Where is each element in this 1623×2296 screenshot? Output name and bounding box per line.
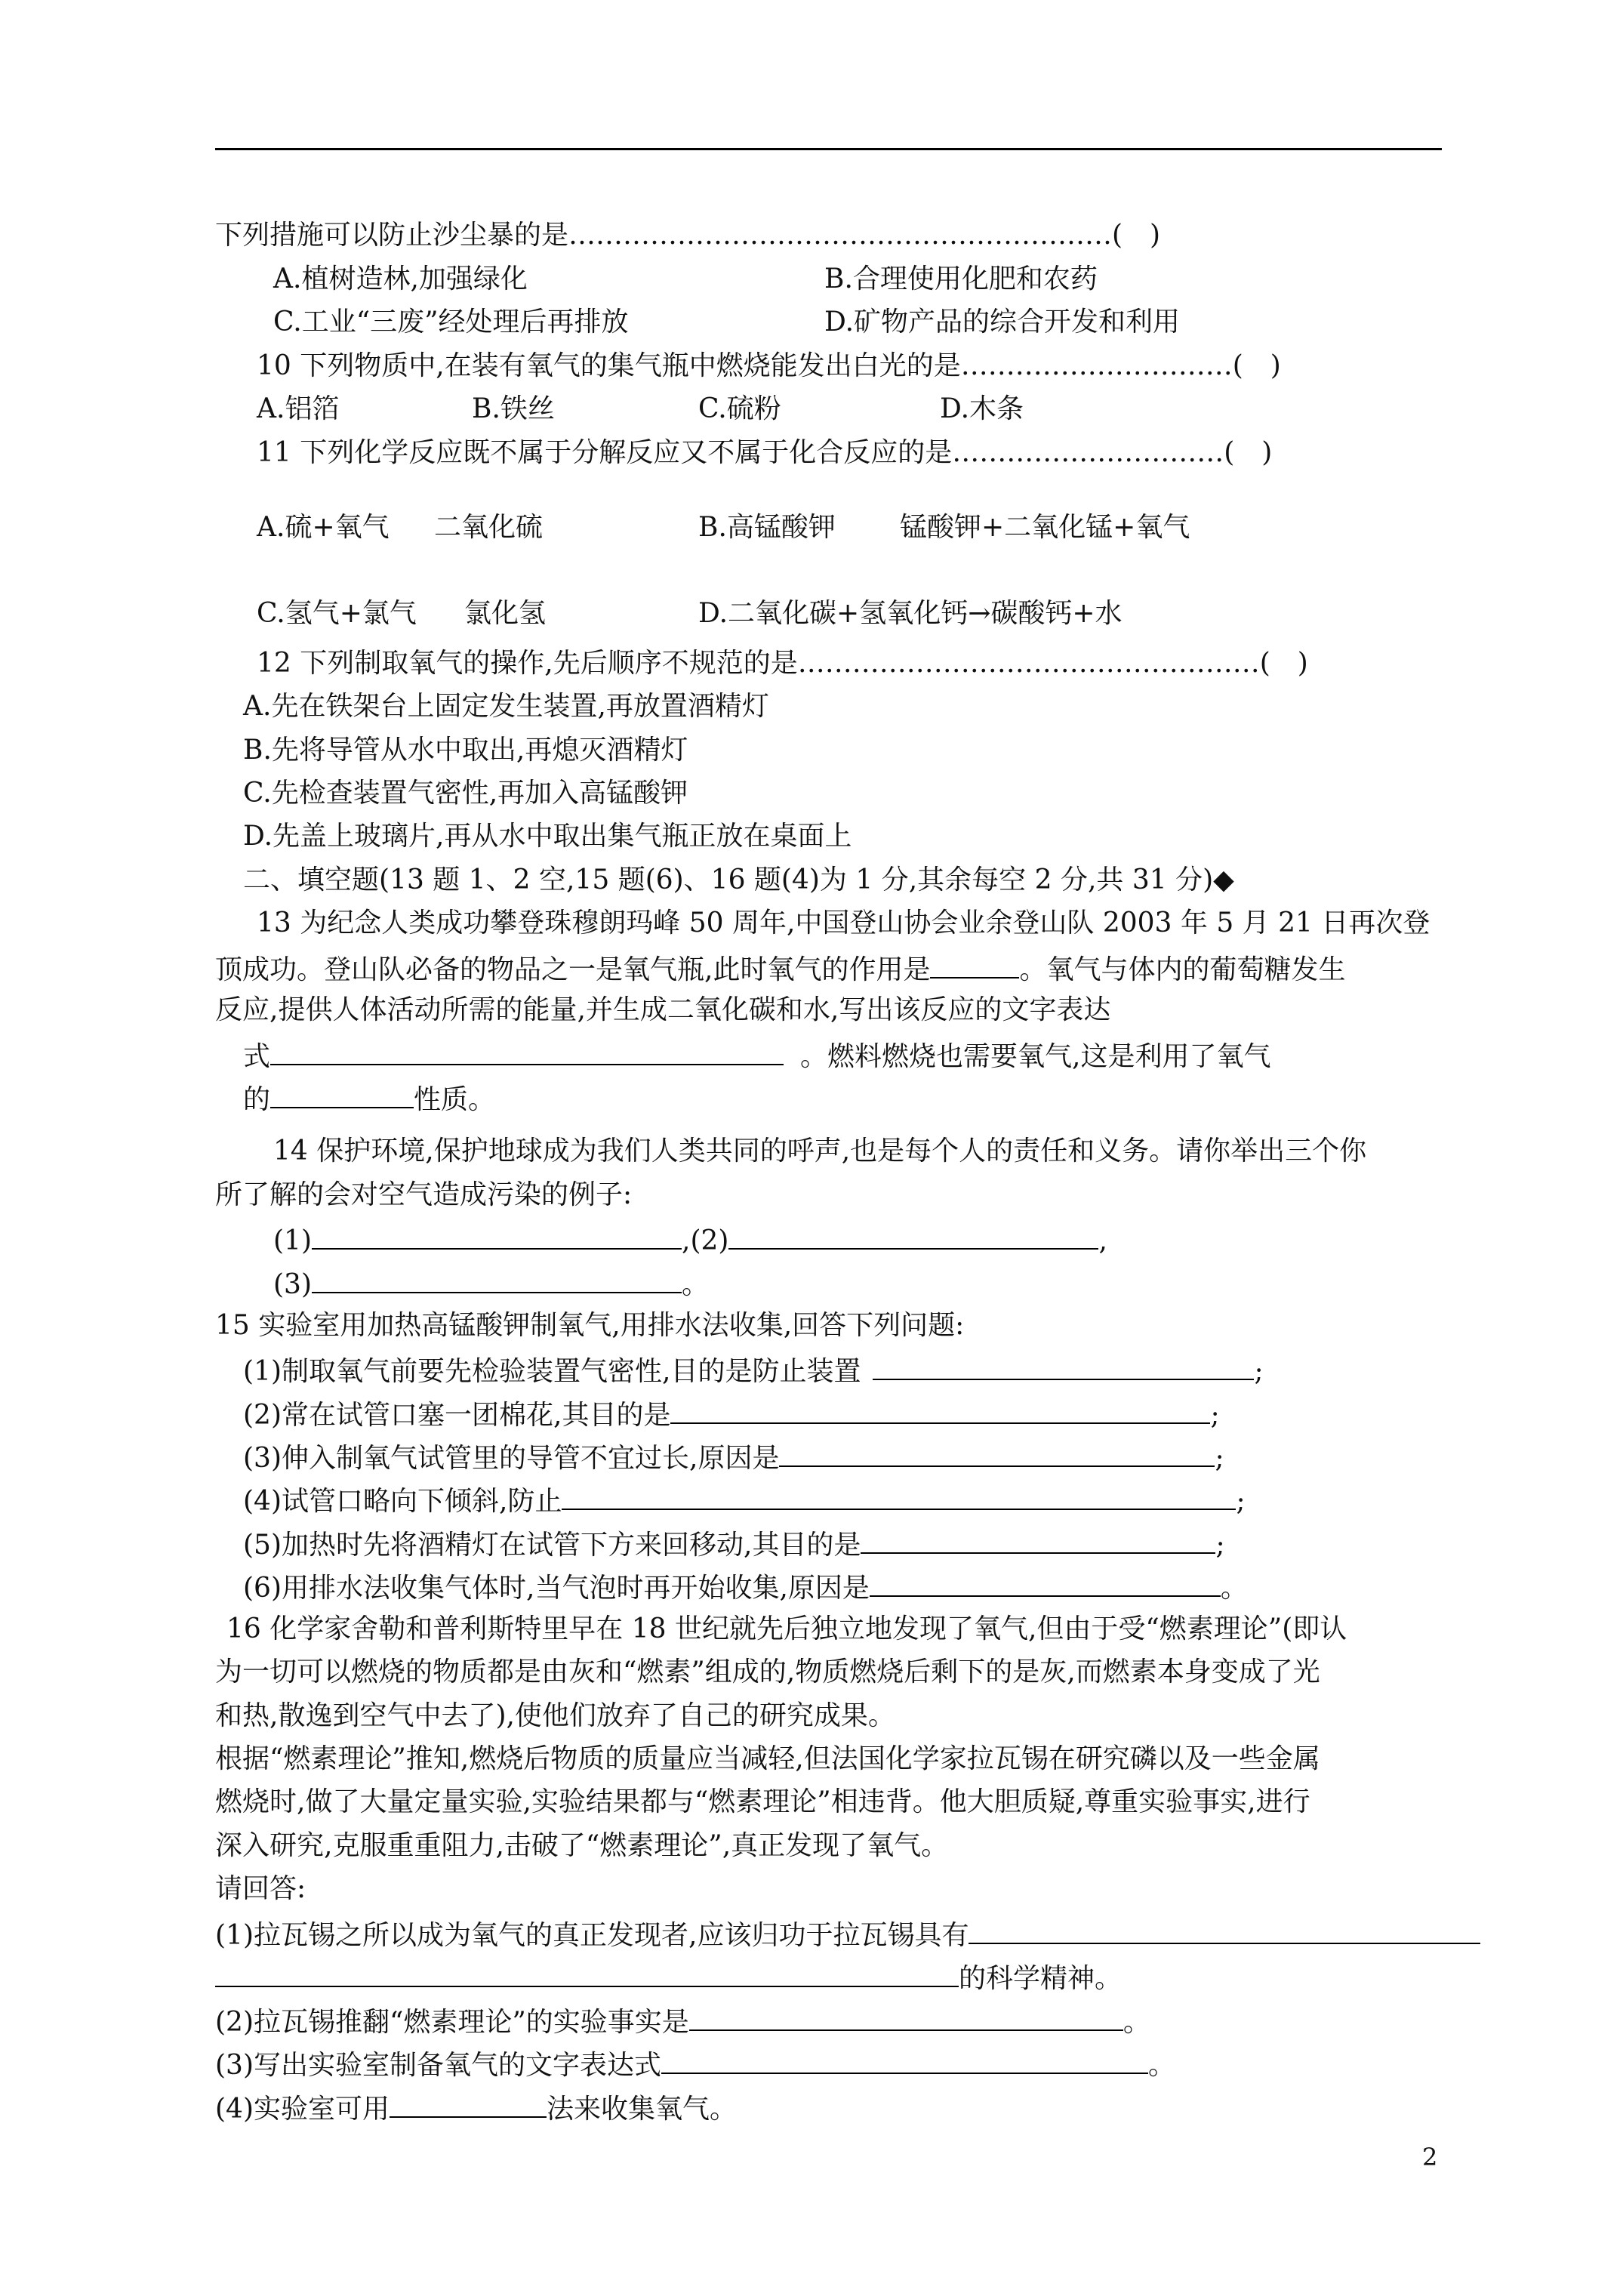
q10-option-d: D.木条 bbox=[940, 393, 1024, 424]
q14-comma: , bbox=[1098, 1225, 1107, 1256]
q9-option-a: A.植树造林,加强绿化 bbox=[273, 264, 528, 294]
q12-option-c: C.先检查装置气密性,再加入高锰酸钾 bbox=[243, 778, 688, 809]
q14-line-3 bbox=[273, 1221, 1107, 1259]
q12-option-b: B.先将导管从水中取出,再熄灭酒精灯 bbox=[243, 735, 688, 766]
q15-semicolon-5: ; bbox=[1215, 1530, 1225, 1561]
page-number: 2 bbox=[1422, 2143, 1438, 2171]
q11-option-d: D.二氧化碳+氢氧化钙→碳酸钙+水 bbox=[698, 598, 1123, 629]
q14-blank-1[interactable] bbox=[312, 1221, 682, 1250]
q14-blank-2[interactable] bbox=[728, 1221, 1098, 1250]
q13-text-2b: 。氧气与体内的葡萄糖发生 bbox=[1019, 954, 1346, 985]
q11-option-b-products: 锰酸钾+二氧化锰+氧气 bbox=[900, 512, 1190, 543]
q16-blank-3[interactable] bbox=[661, 2045, 1148, 2074]
q13-text-4a: 式 bbox=[243, 1041, 271, 1072]
q14-line-1: 14 保护环境,保护地球成为我们人类共同的呼声,也是每个人的责任和义务。请你举出三个你 bbox=[273, 1136, 1367, 1166]
header-rule bbox=[215, 148, 1442, 150]
q16-period-2: 。 bbox=[1123, 2007, 1150, 2038]
q15-item-6 bbox=[243, 1568, 1248, 1606]
q15-item-4 bbox=[243, 1481, 1246, 1519]
q12-option-d: D.先盖上玻璃片,再从水中取出集气瓶正放在桌面上 bbox=[243, 821, 852, 852]
q16-line-4: 根据“燃素理论”推知,燃烧后物质的质量应当减轻,但法国化学家拉瓦锡在研究磷以及一些金属 bbox=[215, 1743, 1320, 1774]
q14-label-3: (3) bbox=[273, 1269, 312, 1300]
q15-item-3 bbox=[243, 1438, 1224, 1476]
q10-option-a: A.铝箔 bbox=[257, 393, 340, 424]
q9-option-c: C.工业“三废”经处理后再排放 bbox=[273, 307, 629, 337]
q15-blank-2[interactable] bbox=[670, 1395, 1210, 1424]
q15-text-5: (5)加热时先将酒精灯在试管下方来回移动,其目的是 bbox=[243, 1530, 861, 1561]
q15-blank-6[interactable] bbox=[870, 1568, 1221, 1597]
q16-line-3: 和热,散逸到空气中去了),使他们放弃了自己的研究成果。 bbox=[215, 1700, 895, 1731]
q15-blank-5[interactable] bbox=[861, 1525, 1215, 1554]
q13-blank-3[interactable] bbox=[270, 1080, 414, 1108]
q14-period: 。 bbox=[682, 1269, 710, 1300]
q16-blank-2[interactable] bbox=[689, 2002, 1123, 2031]
q11-stem: 11 下列化学反应既不属于分解反应又不属于化合反应的是…………………………( ) bbox=[257, 437, 1273, 468]
q9-option-d: D.矿物产品的综合开发和利用 bbox=[824, 307, 1181, 337]
q15-text-4: (4)试管口略向下倾斜,防止 bbox=[243, 1486, 562, 1517]
q11-option-b-reactant: B.高锰酸钾 bbox=[698, 512, 836, 543]
q16-text-2: (2)拉瓦锡推翻“燃素理论”的实验事实是 bbox=[215, 2007, 689, 2038]
q10-option-c: C.硫粉 bbox=[698, 393, 781, 424]
q9-stem: 下列措施可以防止沙尘暴的是……………………………………………………( ) bbox=[215, 220, 1161, 251]
q16-line-1: 16 化学家舍勒和普利斯特里早在 18 世纪就先后独立地发现了氧气,但由于受“燃素理论”(即认 bbox=[226, 1613, 1347, 1644]
q14-line-4 bbox=[273, 1265, 709, 1302]
q13-text-5b: 性质。 bbox=[414, 1084, 496, 1115]
q15-item-5 bbox=[243, 1525, 1225, 1563]
q13-blank-1[interactable] bbox=[930, 950, 1019, 978]
q16-text-1b: 的科学精神。 bbox=[959, 1963, 1123, 1994]
q16-blank-1b[interactable] bbox=[215, 1959, 959, 1987]
q14-label-1: (1) bbox=[273, 1225, 312, 1256]
q13-line-4 bbox=[243, 1037, 1270, 1074]
q16-blank-4[interactable] bbox=[390, 2089, 547, 2118]
q13-text-4b: 。燃料燃烧也需要氧气,这是利用了氧气 bbox=[800, 1041, 1271, 1072]
q13-line-5 bbox=[243, 1080, 495, 1117]
q15-text-3: (3)伸入制氧气试管里的导管不宜过长,原因是 bbox=[243, 1443, 780, 1474]
q16-line-6: 深入研究,克服重重阻力,击破了“燃素理论”,真正发现了氧气。 bbox=[215, 1830, 949, 1861]
q14-label-2: ,(2) bbox=[682, 1225, 729, 1256]
q15-blank-4[interactable] bbox=[562, 1481, 1236, 1510]
q16-blank-1a[interactable] bbox=[969, 1915, 1480, 1944]
q16-line-7: 请回答: bbox=[215, 1873, 306, 1904]
q15-blank-1[interactable] bbox=[873, 1351, 1254, 1380]
q15-blank-3[interactable] bbox=[779, 1438, 1215, 1467]
q11-option-c-reactants: C.氢气+氯气 bbox=[257, 598, 417, 629]
q15-text-1: (1)制取氧气前要先检验装置气密性,目的是防止装置 bbox=[243, 1356, 861, 1387]
q11-option-a-reactants: A.硫+氧气 bbox=[257, 512, 390, 543]
q16-item-2 bbox=[215, 2002, 1150, 2040]
q11-option-c-product: 氯化氢 bbox=[464, 598, 547, 629]
q15-semicolon-3: ; bbox=[1215, 1443, 1224, 1474]
q13-text-5a: 的 bbox=[243, 1084, 271, 1115]
q13-line-2 bbox=[215, 950, 1345, 988]
q15-semicolon-1: ; bbox=[1254, 1356, 1264, 1387]
q16-line-2: 为一切可以燃烧的物质都是由灰和“燃素”组成的,物质燃烧后剩下的是灰,而燃素本身变成了光 bbox=[215, 1657, 1320, 1687]
q16-text-1a: (1)拉瓦锡之所以成为氧气的真正发现者,应该归功于拉瓦锡具有 bbox=[215, 1920, 969, 1951]
q15-text-6: (6)用排水法收集气体时,当气泡时再开始收集,原因是 bbox=[243, 1573, 870, 1604]
q10-option-b: B.铁丝 bbox=[472, 393, 555, 424]
q16-item-3 bbox=[215, 2045, 1175, 2083]
q16-period-3: 。 bbox=[1148, 2050, 1176, 2081]
q16-text-4a: (4)实验室可用 bbox=[215, 2094, 390, 2125]
q15-semicolon-4: ; bbox=[1236, 1486, 1246, 1517]
q13-blank-2[interactable] bbox=[270, 1037, 784, 1065]
q16-line-5: 燃烧时,做了大量定量实验,实验结果都与“燃素理论”相违背。他大胆质疑,尊重实验事实,进行 bbox=[215, 1786, 1310, 1817]
q16-text-3: (3)写出实验室制备氧气的文字表达式 bbox=[215, 2050, 661, 2081]
q12-stem: 12 下列制取氧气的操作,先后顺序不规范的是……………………………………………( ) bbox=[257, 648, 1308, 679]
q11-option-a-product: 二氧化硫 bbox=[434, 512, 544, 543]
q13-text-2a: 顶成功。登山队必备的物品之一是氧气瓶,此时氧气的作用是 bbox=[215, 954, 931, 985]
q15-item-2 bbox=[243, 1395, 1220, 1433]
q15-stem: 15 实验室用加热高锰酸钾制氧气,用排水法收集,回答下列问题: bbox=[215, 1310, 965, 1341]
section-heading: 二、填空题(13 题 1、2 空,15 题(6)、16 题(4)为 1 分,其余每空 2 分,共 31 分)◆ bbox=[243, 864, 1234, 895]
q15-semicolon-2: ; bbox=[1210, 1400, 1220, 1431]
q15-text-2: (2)常在试管口塞一团棉花,其目的是 bbox=[243, 1400, 671, 1431]
q15-item-1 bbox=[243, 1351, 1264, 1389]
q12-option-a: A.先在铁架台上固定发生装置,再放置酒精灯 bbox=[243, 691, 769, 722]
q15-period: 。 bbox=[1220, 1573, 1248, 1604]
q13-line-1: 13 为纪念人类成功攀登珠穆朗玛峰 50 周年,中国登山协会业余登山队 2003 年 5 月 21 日再次登 bbox=[257, 908, 1431, 938]
q14-line-2: 所了解的会对空气造成污染的例子: bbox=[215, 1179, 633, 1210]
q13-line-3: 反应,提供人体活动所需的能量,并生成二氧化碳和水,写出该反应的文字表达 bbox=[215, 994, 1111, 1025]
q9-option-b: B.合理使用化肥和农药 bbox=[824, 264, 1098, 294]
q14-blank-3[interactable] bbox=[312, 1265, 682, 1293]
q16-item-1 bbox=[215, 1915, 1480, 1953]
q10-stem: 10 下列物质中,在装有氧气的集气瓶中燃烧能发出白光的是…………………………( ) bbox=[257, 350, 1281, 381]
q16-item-4 bbox=[215, 2089, 737, 2127]
q16-item-1-cont bbox=[215, 1959, 1122, 1996]
q16-text-4b: 法来收集氧气。 bbox=[547, 2094, 738, 2125]
